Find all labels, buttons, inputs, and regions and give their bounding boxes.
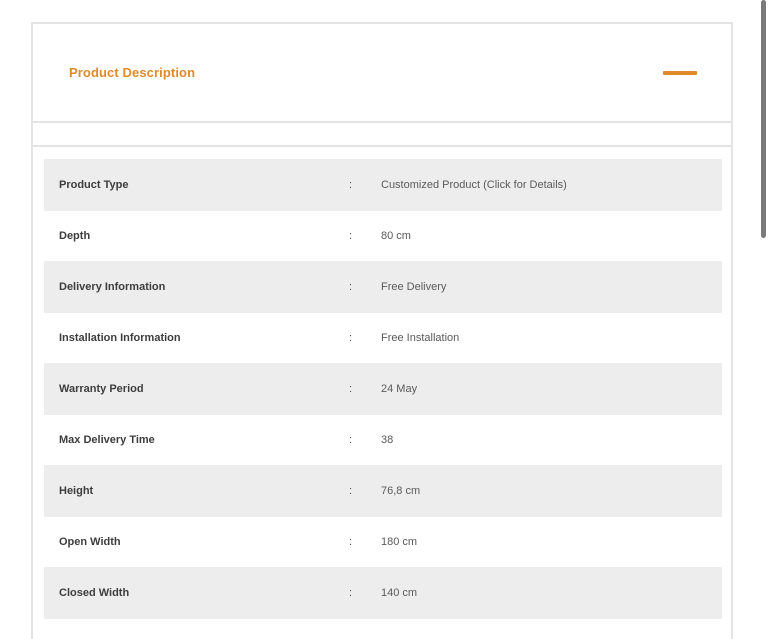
spec-label: Max Delivery Time [59,434,155,446]
spec-label: Depth [59,230,91,242]
spec-separator: : [349,332,353,344]
spec-separator: : [349,281,353,293]
spec-value: 80 cm [381,230,411,242]
table-row [44,465,722,517]
table-row [44,261,722,313]
divider [33,123,731,147]
product-description-accordion [31,22,733,639]
spec-separator: : [349,536,353,548]
spec-value: 24 May [381,383,418,395]
spec-label: Open Width [59,536,121,548]
spec-separator: : [349,230,353,242]
accordion-title: Product Description [69,65,196,80]
minus-icon[interactable] [663,71,697,75]
table-row [44,415,722,465]
spec-separator: : [349,587,353,599]
table-row [44,363,722,415]
spec-value: 140 cm [381,587,418,599]
spec-value-link[interactable]: Customized Product (Click for Details) [381,179,567,191]
spec-value: 38 [381,434,394,446]
spec-table [44,159,722,619]
spec-separator: : [349,179,353,191]
spec-label: Delivery Information [59,281,166,293]
spec-value: 76,8 cm [381,485,421,497]
page-scrollbar[interactable] [761,0,766,238]
spec-label: Closed Width [59,587,130,599]
accordion-header[interactable] [33,24,731,123]
table-row[interactable] [44,159,722,211]
table-row [44,211,722,261]
spec-separator: : [349,485,353,497]
spec-label: Product Type [59,179,129,191]
spec-label: Height [59,485,94,497]
table-row [44,567,722,619]
table-row [44,517,722,567]
spec-separator: : [349,434,353,446]
spec-label: Warranty Period [59,383,144,395]
spec-value: Free Delivery [381,281,447,293]
spec-label: Installation Information [59,332,181,344]
spec-separator: : [349,383,353,395]
spec-value: 180 cm [381,536,418,548]
table-row [44,313,722,363]
spec-value: Free Installation [381,332,460,344]
